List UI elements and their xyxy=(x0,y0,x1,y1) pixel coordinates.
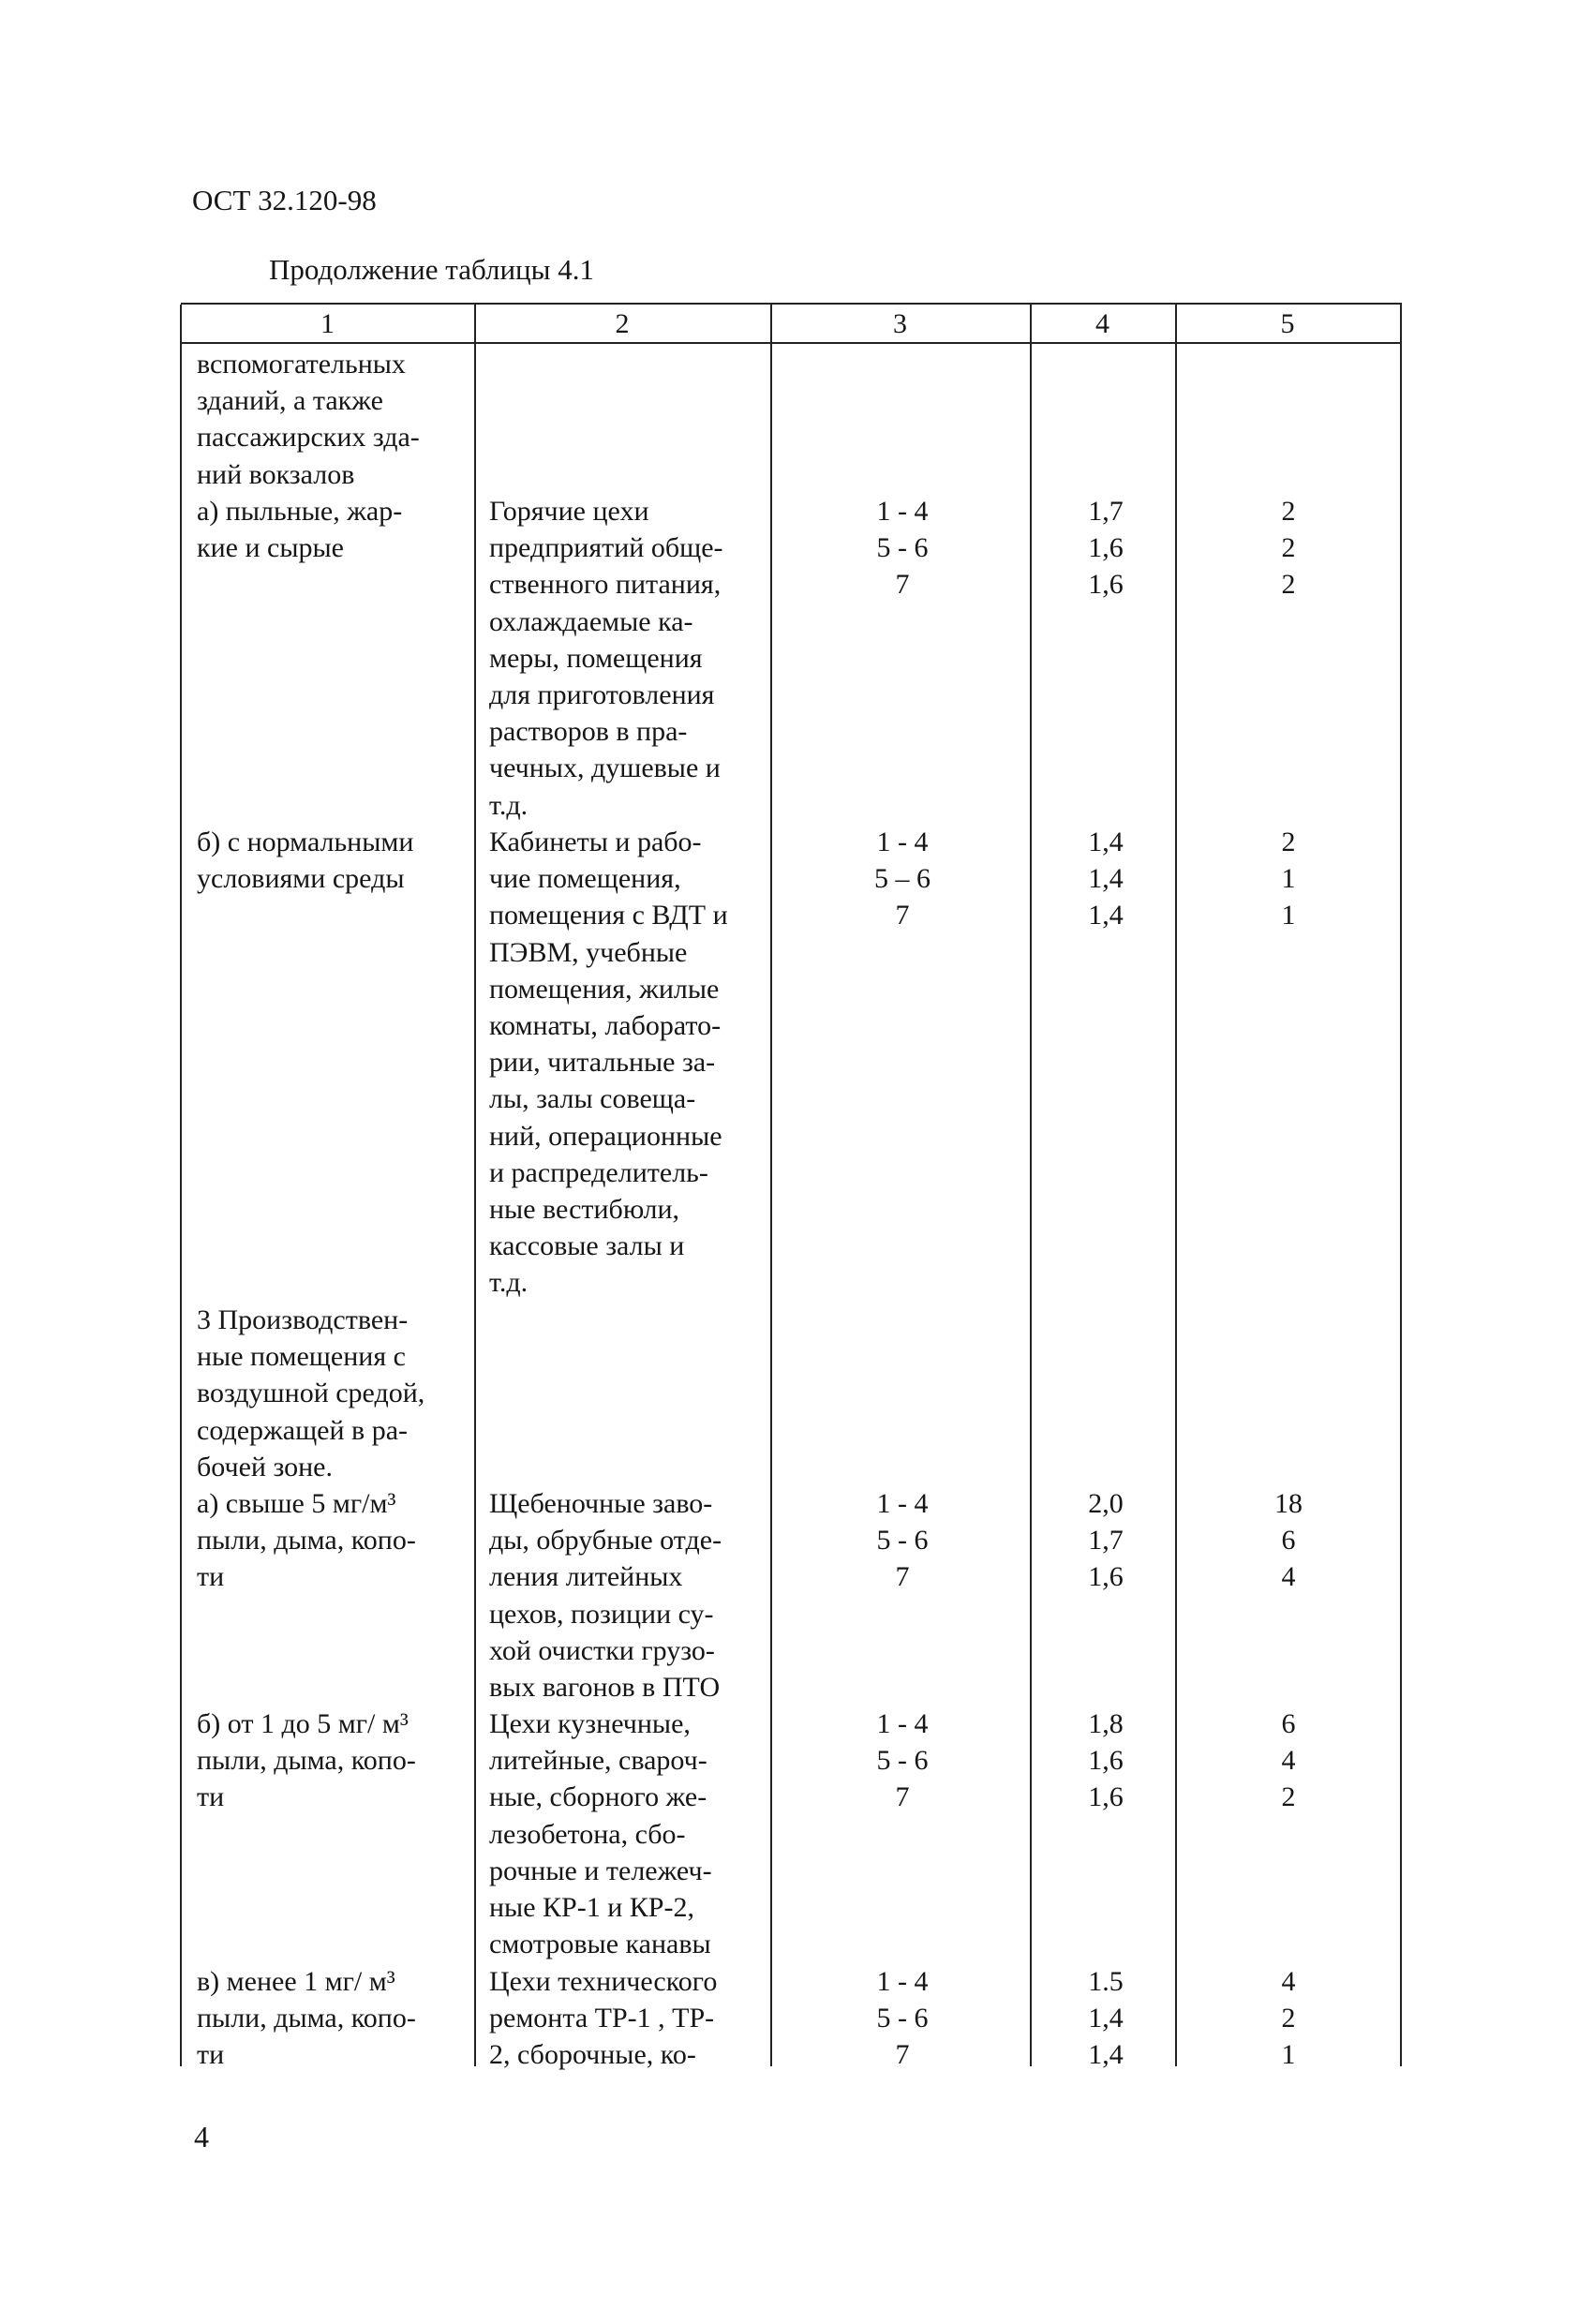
table-cell-col5: 2 1 1 xyxy=(1281,827,1296,931)
table-cell-col4: 1.5 1,4 1,4 xyxy=(1088,1966,1124,2071)
table-cell-category: а) пыльные, жар- кие и сырые xyxy=(197,496,403,564)
table-cell-col3: 1 - 4 5 - 6 7 xyxy=(876,1708,929,1813)
document-code: ОСТ 32.120-98 xyxy=(192,184,377,216)
table-caption: Продолжение таблицы 4.1 xyxy=(269,253,594,286)
table-cell-col4: 2,0 1,7 1,6 xyxy=(1088,1488,1124,1593)
column-header-3: 3 xyxy=(893,308,907,339)
column-header-1: 1 xyxy=(320,308,335,339)
page-number: 4 xyxy=(194,2120,209,2153)
table-cell-category: б) с нормальными условиями среды xyxy=(197,827,414,895)
table-cell-category: 3 Производствен- ные помещения с воздушной средой, содержащей в ра- бочей зоне. xyxy=(197,1304,425,1482)
column-divider xyxy=(770,305,772,2066)
table-cell-col4: 1,8 1,6 1,6 xyxy=(1088,1708,1124,1813)
table-cell-col5: 18 6 4 xyxy=(1274,1488,1303,1593)
table-cell-col3: 1 - 4 5 – 6 7 xyxy=(874,827,930,931)
column-header-2: 2 xyxy=(615,308,630,339)
table-border xyxy=(180,305,182,2066)
table-cell-category: вспомогательных зданий, а также пассажирских зда- ний вокзалов xyxy=(197,349,420,490)
table-cell-col5: 4 2 1 xyxy=(1281,1966,1296,2071)
table-cell-examples: Кабинеты и рабо- чие помещения, помещения с ВДТ и ПЭВМ, учебные помещения, жилые комнаты, лаборато- рии, читальные за- лы, залы совеща- ний, операционные и распределитель- ные вестибюли, кассовые залы и т.д. xyxy=(489,827,728,1299)
table-cell-examples: Цехи кузнечные, литейные, свароч- ные, сборного же- лезобетона, сбо- рочные и тележеч- ные КР-1 и КР-2, смотровые канавы xyxy=(489,1708,712,1960)
table-cell-col4: 1,4 1,4 1,4 xyxy=(1088,827,1124,931)
header-divider xyxy=(181,342,1402,344)
table-cell-col3: 1 - 4 5 - 6 7 xyxy=(876,1966,929,2071)
table-cell-col5: 2 2 2 xyxy=(1281,496,1296,601)
table-cell-category: в) менее 1 мг/ м³ пыли, дыма, копо- ти xyxy=(197,1966,416,2071)
table-cell-col5: 6 4 2 xyxy=(1281,1708,1296,1813)
column-header-4: 4 xyxy=(1095,308,1109,339)
table-cell-col3: 1 - 4 5 - 6 7 xyxy=(876,496,929,601)
table-border xyxy=(1400,305,1402,2066)
table-cell-col3: 1 - 4 5 - 6 7 xyxy=(876,1488,929,1593)
table-cell-category: б) от 1 до 5 мг/ м³ пыли, дыма, копо- ти xyxy=(197,1708,416,1813)
table-cell-examples: Цехи технического ремонта ТР-1 , ТР- 2, сборочные, ко- xyxy=(489,1966,718,2071)
column-header-5: 5 xyxy=(1280,308,1295,339)
table-cell-col4: 1,7 1,6 1,6 xyxy=(1088,496,1124,601)
table-cell-examples: Щебеночные заво- ды, обрубные отде- ления литейных цехов, позиции су- хой очистки грузо- вых вагонов в ПТО xyxy=(489,1488,722,1704)
table-cell-category: а) свыше 5 мг/м³ пыли, дыма, копо- ти xyxy=(197,1488,416,1593)
table-cell-examples: Горячие цехи предприятий обще- ственного питания, охлаждаемые ка- меры, помещения для приготовления растворов в пра- чечных, душевые и т.д. xyxy=(489,496,723,821)
